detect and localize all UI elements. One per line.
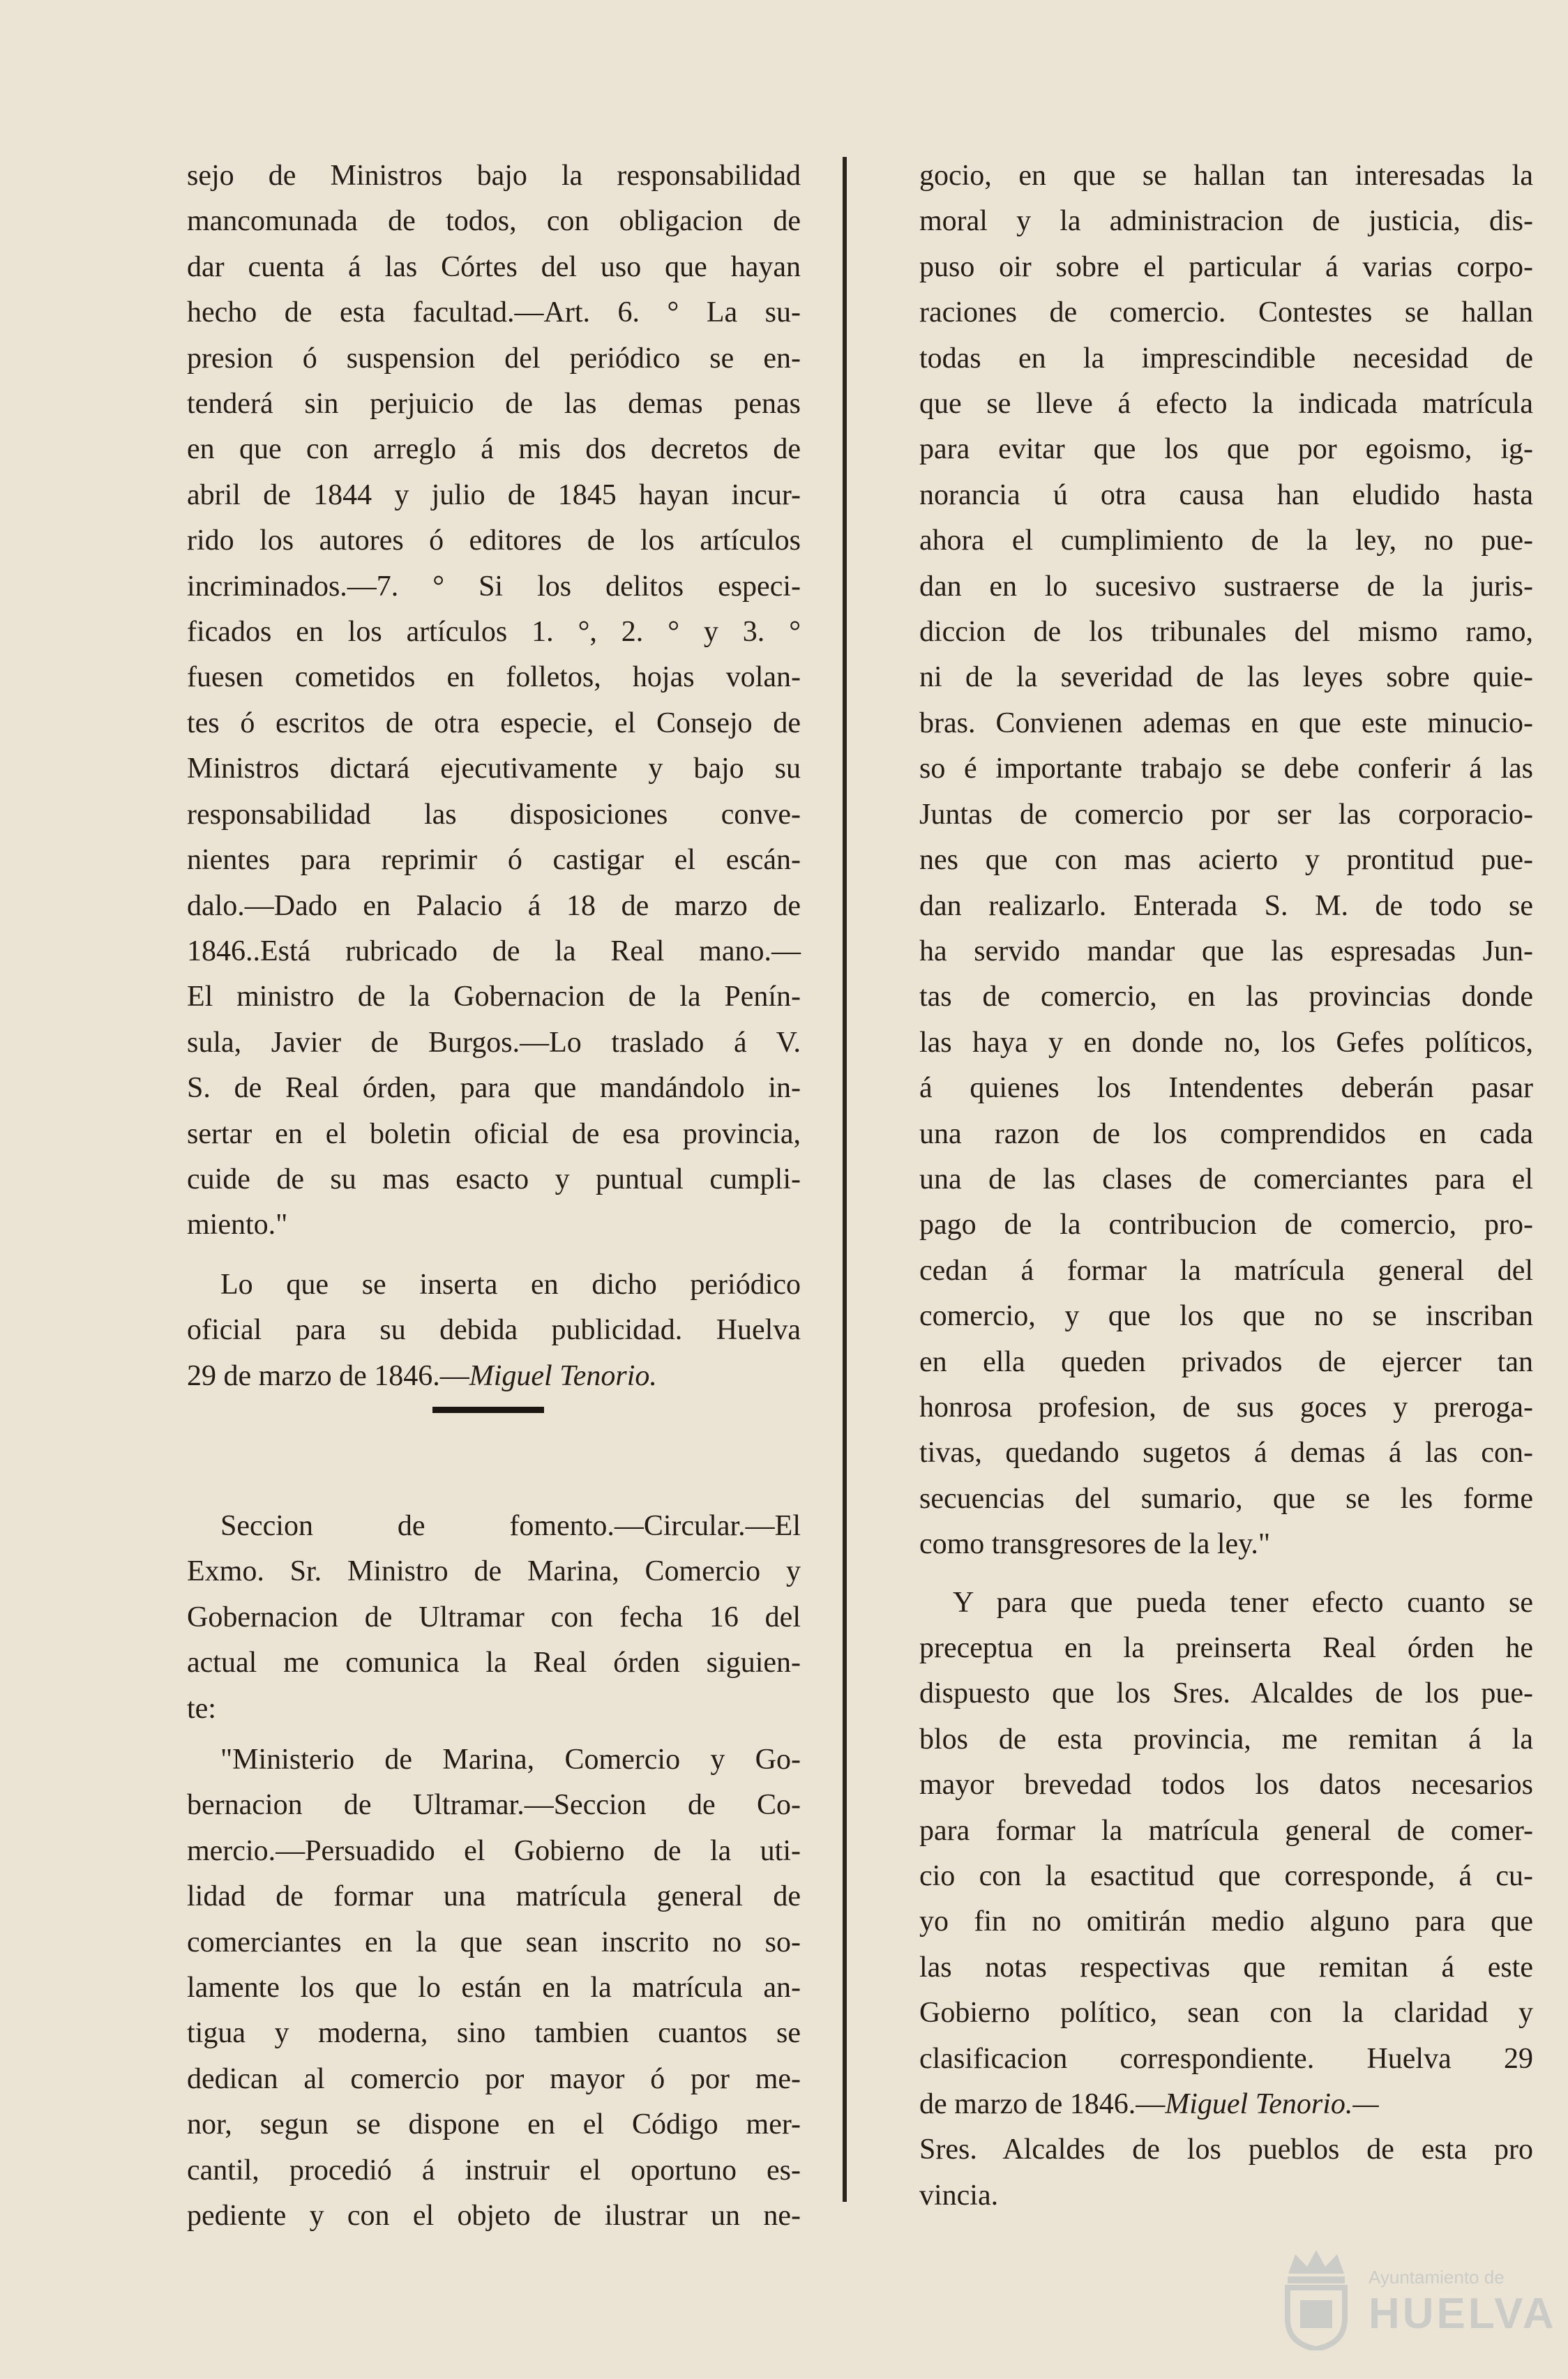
text-line: comerciantes en la que sean inscrito no so- <box>187 1926 801 1958</box>
text-line: dan en lo sucesivo sustraerse de la juris- <box>919 570 1533 603</box>
left-paragraph-4 <box>187 1737 801 2239</box>
text-line: lamente los que lo están en la matrícula an- <box>187 1972 801 2004</box>
text-line: bras. Convienen ademas en que este minucio- <box>919 707 1533 739</box>
text-line: pago de la contribucion de comercio, pro- <box>919 1209 1533 1241</box>
text-line: yo fin no omitirán medio alguno para que <box>919 1905 1533 1938</box>
text-line: una razon de los comprendidos en cada <box>919 1117 1533 1150</box>
right-paragraph-1 <box>919 153 1533 1568</box>
archive-watermark <box>1278 2246 1557 2357</box>
text-line: dedican al comercio por mayor ó por me- <box>187 2062 801 2095</box>
text-line: en que con arreglo á mis dos decretos de <box>187 433 801 466</box>
text-line: sula, Javier de Burgos.—Lo traslado á V. <box>187 1026 801 1059</box>
text-line: tivas, quedando sugetos á demas á las con- <box>919 1437 1533 1470</box>
text-line: ahora el cumplimiento de la ley, no pue- <box>919 524 1533 557</box>
text-line: mayor brevedad todos los datos necesarios <box>919 1769 1533 1802</box>
text-line: cantil, procedió á instruir el oportuno es- <box>187 2154 801 2187</box>
text-line: que se lleve á efecto la indicada matrícula <box>919 388 1533 421</box>
text-line: sertar en el boletin oficial de esa provincia, <box>187 1117 801 1150</box>
text-line: nientes para reprimir ó castigar el escán- <box>187 844 801 877</box>
text-line: puso oir sobre el particular á varias corpo- <box>919 250 1533 283</box>
left-paragraph-1 <box>187 153 801 1248</box>
text-line: Seccion de fomento.—Circular.—El <box>220 1509 801 1542</box>
text-line: cuide de su mas esacto y puntual cumpli- <box>187 1163 801 1195</box>
text-line: vincia. <box>919 2179 999 2212</box>
text-line: ha servido mandar que las espresadas Jun- <box>919 935 1533 967</box>
text-line: responsabilidad las disposiciones conve- <box>187 798 801 831</box>
text-line: Lo que se inserta en dicho periódico <box>220 1268 801 1301</box>
text-line: rido los autores ó editores de los artículos <box>187 524 801 557</box>
text-line <box>919 2082 1533 2127</box>
watermark-org: Ayuntamiento de <box>1369 2267 1505 2288</box>
text-line: moral y la administracion de justicia, dis- <box>919 205 1533 238</box>
text-line: blos de esta provincia, me remitan á la <box>919 1723 1533 1755</box>
text-line <box>187 1354 801 1399</box>
text-line: todas en la imprescindible necesidad de <box>919 342 1533 375</box>
crown-shield-icon <box>1278 2246 1355 2350</box>
text-line: mancomunada de todos, con obligacion de <box>187 205 801 238</box>
text-line: oficial para su debida publicidad. Huelva <box>187 1314 801 1347</box>
text-line: presion ó suspension del periódico se en- <box>187 342 801 375</box>
text-line: ficados en los artículos 1. °, 2. ° y 3. ° <box>187 616 801 649</box>
text-line: actual me comunica la Real órden siguien- <box>187 1647 801 1679</box>
text-line: para formar la matrícula general de comer- <box>919 1814 1533 1847</box>
text-line: cio con la esactitud que corresponde, á cu- <box>919 1860 1533 1893</box>
text-fragment: de marzo de 1846.— <box>919 2088 1166 2121</box>
text-line: Gobierno político, sean con la claridad y <box>919 1997 1533 2030</box>
text-line: para evitar que los que por egoismo, ig- <box>919 433 1533 466</box>
left-column <box>187 153 801 2239</box>
text-line: comercio, y que los que no se inscriban <box>919 1300 1533 1333</box>
left-paragraph-3 <box>187 1504 801 1732</box>
text-line: "Ministerio de Marina, Comercio y Go- <box>220 1744 801 1776</box>
text-line: S. de Real órden, para que mandándolo in- <box>187 1072 801 1105</box>
text-line: dispuesto que los Sres. Alcaldes de los pue- <box>919 1677 1533 1710</box>
text-line: miento." <box>187 1209 288 1241</box>
text-line: honrosa profesion, de sus goces y preroga- <box>919 1391 1533 1423</box>
text-line: gocio, en que se hallan tan interesadas la <box>919 160 1533 192</box>
text-line: clasificacion correspondiente. Huelva 29 <box>919 2042 1533 2075</box>
text-line: nes que con mas acierto y prontitud pue- <box>919 844 1533 877</box>
text-line: te: <box>187 1692 216 1725</box>
text-line: dan realizarlo. Enterada S. M. de todo se <box>919 889 1533 922</box>
text-line: tes ó escritos de otra especie, el Consejo de <box>187 707 801 739</box>
text-line: preceptua en la preinserta Real órden he <box>919 1632 1533 1664</box>
text-line: Juntas de comercio por ser las corporacio- <box>919 798 1533 831</box>
text-line: bernacion de Ultramar.—Seccion de Co- <box>187 1789 801 1822</box>
column-divider <box>843 157 847 2202</box>
text-line: tas de comercio, en las provincias donde <box>919 981 1533 1013</box>
watermark-city: HUELVA <box>1369 2290 1557 2338</box>
section-rule <box>432 1407 544 1413</box>
text-line: mercio.—Persuadido el Gobierno de la uti- <box>187 1834 801 1867</box>
text-line: sejo de Ministros bajo la responsabilidad <box>187 160 801 192</box>
signature: Miguel Tenorio.— <box>1165 2088 1379 2121</box>
text-line: tenderá sin perjuicio de las demas penas <box>187 388 801 421</box>
text-line: secuencias del sumario, que se les forme <box>919 1482 1533 1515</box>
text-line: incriminados.—7. ° Si los delitos especi- <box>187 570 801 603</box>
text-line: 1846..Está rubricado de la Real mano.— <box>187 935 801 967</box>
text-line: nor, segun se dispone en el Código mer- <box>187 2108 801 2141</box>
text-line: como transgresores de la ley." <box>919 1528 1271 1561</box>
text-line: tigua y moderna, sino tambien cuantos se <box>187 2017 801 2050</box>
text-line: so é importante trabajo se debe conferir á las <box>919 753 1533 785</box>
text-line: ni de la severidad de las leyes sobre quie- <box>919 661 1533 694</box>
text-line: dar cuenta á las Córtes del uso que hayan <box>187 250 801 283</box>
right-column <box>919 153 1533 2219</box>
text-line: dalo.—Dado en Palacio á 18 de marzo de <box>187 889 801 922</box>
text-line: hecho de esta facultad.—Art. 6. ° La su- <box>187 296 801 329</box>
text-line: abril de 1844 y julio de 1845 hayan incur- <box>187 478 801 511</box>
text-line: Gobernacion de Ultramar con fecha 16 del <box>187 1601 801 1633</box>
text-line: cedan á formar la matrícula general del <box>919 1254 1533 1287</box>
text-line: El ministro de la Gobernacion de la Penín- <box>187 981 801 1013</box>
text-line: las haya y en donde no, los Gefes políticos, <box>919 1026 1533 1059</box>
text-line: una de las clases de comerciantes para el <box>919 1163 1533 1195</box>
text-line: fuesen cometidos en folletos, hojas volan- <box>187 661 801 694</box>
text-fragment: 29 de marzo de 1846.— <box>187 1359 469 1392</box>
right-paragraph-2 <box>919 1580 1533 2219</box>
text-line: á quienes los Intendentes deberán pasar <box>919 1072 1533 1105</box>
text-line: en ella queden privados de ejercer tan <box>919 1345 1533 1378</box>
text-line: las notas respectivas que remitan á este <box>919 1951 1533 1984</box>
text-line: Y para que pueda tener efecto cuanto se <box>953 1586 1533 1619</box>
left-paragraph-2 <box>187 1262 801 1399</box>
text-line: raciones de comercio. Contestes se hallan <box>919 296 1533 329</box>
text-line: lidad de formar una matrícula general de <box>187 1880 801 1913</box>
signature: Miguel Tenorio. <box>469 1359 657 1392</box>
text-line: Exmo. Sr. Ministro de Marina, Comercio y <box>187 1555 801 1588</box>
text-line: norancia ú otra causa han eludido hasta <box>919 478 1533 511</box>
text-line: Sres. Alcaldes de los pueblos de esta pro <box>919 2133 1533 2166</box>
text-line: pediente y con el objeto de ilustrar un ne- <box>187 2200 801 2233</box>
text-line: Ministros dictará ejecutivamente y bajo su <box>187 753 801 785</box>
text-line: diccion de los tribunales del mismo ramo, <box>919 616 1533 649</box>
